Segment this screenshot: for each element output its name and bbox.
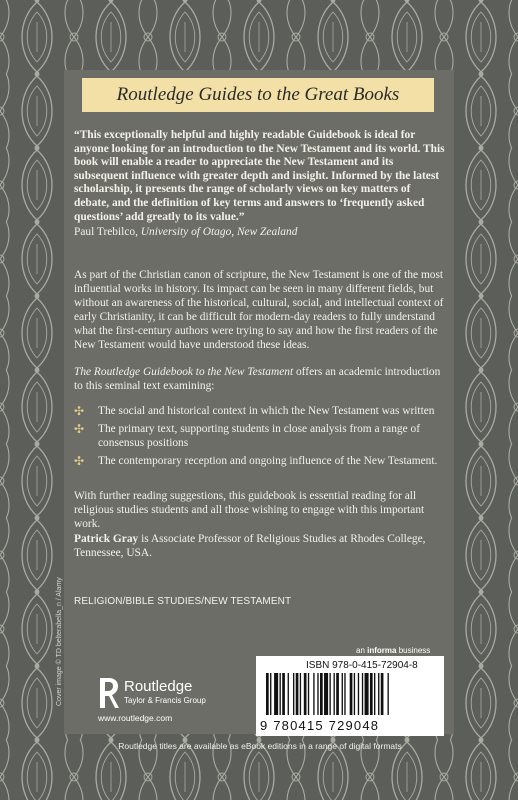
publisher-name: Routledge [124, 678, 193, 695]
barcode-stripe [344, 673, 345, 715]
barcode-stripe [296, 673, 299, 715]
informa-suffix: business [396, 646, 431, 655]
list-item [74, 422, 446, 450]
barcode-stripe [365, 673, 369, 715]
barcode-stripe [304, 673, 307, 715]
ornament-bullet-icon: ✣ [74, 422, 85, 436]
further-reading-paragraph: With further reading suggestions, this guidebook is essential reading for all religious studies students and all those wishing to engage with this important work. [74, 490, 425, 530]
list-item [74, 404, 446, 418]
list-item-text: The social and historical context in which the New Testament was written [98, 405, 435, 417]
quote-attribution [74, 226, 446, 240]
barcode-stripe [388, 673, 389, 715]
barcode-stripe [317, 673, 318, 715]
barcode-stripe [350, 673, 353, 715]
list-item-text: The contemporary reception and ongoing influence of the New Testament. [98, 455, 438, 467]
quote-affiliation: University of Otago, New Zealand [140, 226, 298, 238]
quote-author: Paul Trebilco, [74, 226, 138, 238]
routledge-r-logo-icon [98, 676, 120, 710]
barcode-stripe [300, 673, 301, 715]
barcode-stripe [280, 673, 281, 715]
publisher-group: Taylor & Francis Group [124, 696, 206, 705]
informa-prefix: an [356, 646, 368, 655]
barcode-stripe [354, 673, 355, 715]
barcode-stripe [313, 673, 314, 715]
author-bio-rest: is Associate Professor of Religious Studies at Rhodes College, Tennessee, USA. [74, 533, 426, 559]
subject-category: RELIGION/BIBLE STUDIES/NEW TESTAMENT [74, 596, 292, 607]
list-item [74, 454, 446, 468]
ornament-bullet-icon: ✣ [74, 404, 85, 418]
author-name: Patrick Gray [74, 533, 139, 545]
barcode-stripe [270, 673, 271, 715]
author-bio [74, 532, 446, 560]
ornament-bullet-icon: ✣ [74, 454, 85, 468]
bullet-list [74, 404, 446, 472]
list-item-text: The primary text, supporting students in close analysis from a range of consensus positions [98, 423, 421, 449]
barcode-stripe [320, 673, 323, 715]
barcode-stripe [374, 673, 375, 715]
book-title-italic: The Routledge Guidebook to the New Testament [74, 366, 294, 378]
cover-image-credit: Cover image © TD belterabella_n / Alamy [56, 577, 63, 706]
description-paragraph: As part of the Christian canon of scripture, the New Testament is one of the most influential works in history. Its impact can be seen in many different fields, but without an awareness of the historical, cultural, social, and intellectual context of early Christianity, it can be difficult for modern-day readers to fully understand what the first-century authors were trying to say and how the first readers of the New Testament would have understood these ideas. [74, 269, 444, 351]
barcode-stripe [378, 673, 379, 715]
barcode-stripe [324, 673, 328, 715]
ebook-note: Routledge titles are available as eBook editions in a range of digital formats [118, 741, 402, 751]
barcode-stripe [329, 673, 330, 715]
isbn-label: ISBN 978-0-415-72904-8 [306, 660, 418, 671]
barcode-stripe [282, 673, 285, 715]
barcode-stripe [293, 673, 294, 715]
barcode-stripe [336, 673, 339, 715]
series-title: Routledge Guides to the Great Books [116, 84, 400, 105]
barcode-stripe [274, 673, 278, 715]
series-title-banner [82, 78, 434, 112]
barcode-stripe [334, 673, 335, 715]
intro-paragraph [74, 365, 446, 393]
publisher-url[interactable]: www.routledge.com [98, 713, 173, 723]
barcode-stripe [266, 673, 269, 715]
barcode-stripe [308, 673, 309, 715]
barcode-stripe [381, 673, 384, 715]
barcode-stripe [358, 673, 359, 715]
barcode [264, 673, 440, 717]
isbn-number: 9 780415 729048 [260, 718, 380, 733]
barcode-stripe [342, 673, 343, 715]
barcode-stripe [288, 673, 289, 715]
informa-word: informa [367, 646, 397, 655]
barcode-stripe [362, 673, 363, 715]
endorsement-quote: “This exceptionally helpful and highly readable Guidebook is ideal for anyone looking for an introduction to the New Testament and its world. This book will enable a reader to appreciate the New Testament and its subsequent influence with greater depth and insight. Informed by the latest scholarship, it presents the range of scholarly views on key matters of debate, and the definition of key terms and answers to ‘frequently asked questions’ add greatly to its value.” [74, 129, 445, 223]
barcode-stripe [370, 673, 373, 715]
intro-rest: offers an academic introduction to this seminal text examining: [74, 366, 441, 392]
informa-business [356, 646, 430, 655]
